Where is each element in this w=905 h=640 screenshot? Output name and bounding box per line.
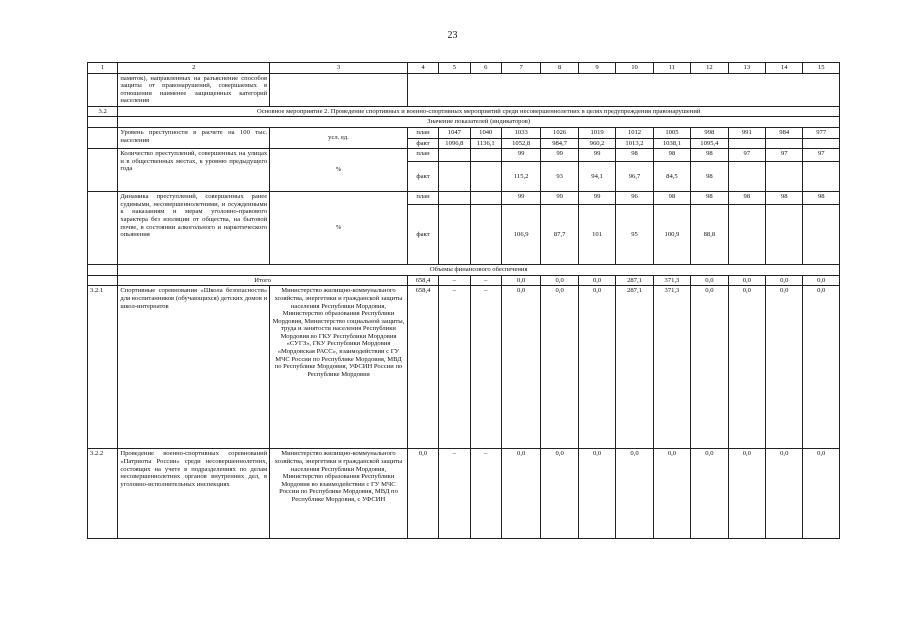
finance-value: –: [470, 449, 501, 539]
plan-label: план: [407, 192, 438, 205]
fact-value: 115,2: [501, 162, 540, 192]
plan-value: 99: [501, 192, 540, 205]
plan-value: [470, 192, 501, 205]
fact-value: 1038,1: [653, 138, 690, 149]
fact-label: факт: [407, 162, 438, 192]
column-number: 14: [766, 63, 803, 74]
total-row: [88, 275, 840, 286]
column-number: 5: [439, 63, 470, 74]
finance-value: –: [470, 286, 501, 449]
empty-cell: [88, 128, 118, 149]
finance-value: 0,0: [766, 275, 803, 286]
plan-value: 98: [616, 149, 653, 162]
indicator-unit: %: [270, 192, 408, 265]
fact-value: [728, 138, 765, 149]
column-number: 7: [501, 63, 540, 74]
measure-name: Спортивные соревнования «Школа безопасности» для воспитанников (обучающихся) детских домов и школ-интернатов: [118, 286, 270, 449]
measure-executor: Министерство жилищно-коммунального хозяйства, энергетики и гражданской защиты населения Республики Мордовия, Министерство образования Республики Мордовия, Министерство социальной защиты, труда и занятости населения Республики Мордовия во ГКУ Республики Мордовия «СУГЗ», ГКУ Республики Мордовия «Мордовская РАСС», взаимодействии с ГУ МЧС России по Республике Мордовия, МВД по Республике Мордовия, УФСИН России по Республике Мордовия: [270, 286, 408, 449]
finance-value: 287,1: [616, 275, 653, 286]
plan-value: 1047: [439, 128, 470, 139]
finance-value: 0,0: [501, 286, 540, 449]
indicators-header: Значение показателей (индикаторов): [118, 117, 840, 128]
fact-value: 96,7: [616, 162, 653, 192]
finance-value: –: [439, 275, 470, 286]
column-number-row: [88, 63, 840, 74]
indicators-body: [88, 128, 840, 265]
plan-value: 1005: [653, 128, 690, 139]
finance-value: 0,0: [728, 286, 765, 449]
plan-value: 98: [766, 192, 803, 205]
plan-value: 1012: [616, 128, 653, 139]
empty-cell: [88, 192, 118, 265]
plan-value: 98: [803, 192, 840, 205]
fact-value: 95: [616, 205, 653, 265]
main-measure-title: Основное мероприятие 2. Проведение спортивных и военно-спортивных мероприятий среди несовершеннолетних в целях предупреждения правонарушений: [118, 106, 840, 117]
fact-value: 98: [691, 162, 728, 192]
column-number: 1: [88, 63, 118, 74]
measure-executor: Министерство жилищно-коммунального хозяйства, энергетики и гражданской защиты населения Республики Мордовия, Министерство образования Республики Мордовия во взаимодействии с ГУ МЧС России по Республике Мордовия, МВД по Республике Мордовия, с УФСИН: [270, 449, 408, 539]
row-number: 3.2.2: [88, 449, 118, 539]
fact-value: 1136,1: [470, 138, 501, 149]
plan-value: 98: [691, 192, 728, 205]
finance-value: 0,0: [803, 275, 840, 286]
program-table: [87, 62, 840, 539]
finance-value: 0,0: [803, 286, 840, 449]
fact-value: [803, 205, 840, 265]
fact-value: [470, 162, 501, 192]
column-number: 9: [578, 63, 615, 74]
finance-value: 0,0: [803, 449, 840, 539]
finance-value: 0,0: [766, 449, 803, 539]
finance-value: –: [439, 449, 470, 539]
plan-value: [439, 149, 470, 162]
fact-value: [439, 205, 470, 265]
empty-cell: [88, 149, 118, 192]
fact-value: [439, 162, 470, 192]
column-number: 13: [728, 63, 765, 74]
column-number: 8: [541, 63, 578, 74]
plan-value: 96: [616, 192, 653, 205]
fact-value: 93: [541, 162, 578, 192]
fact-value: 84,5: [653, 162, 690, 192]
column-number: 11: [653, 63, 690, 74]
plan-label: план: [407, 128, 438, 139]
plan-value: 97: [766, 149, 803, 162]
plan-value: 1033: [501, 128, 540, 139]
fact-value: [470, 205, 501, 265]
indicator-name: Количество преступлений, совершенных на улицах и в общественных местах, к уровню предыдущего года: [118, 149, 270, 192]
fact-value: [803, 162, 840, 192]
plan-value: 99: [578, 149, 615, 162]
fact-value: [728, 205, 765, 265]
finance-header-row: [88, 265, 840, 276]
finance-value: 0,0: [578, 275, 615, 286]
fact-value: 1052,8: [501, 138, 540, 149]
fact-value: 88,8: [691, 205, 728, 265]
fact-value: 984,7: [541, 138, 578, 149]
fact-value: 960,2: [578, 138, 615, 149]
fact-label: факт: [407, 138, 438, 149]
fact-label: факт: [407, 205, 438, 265]
plan-value: 984: [766, 128, 803, 139]
indicator-plan-row: [88, 128, 840, 139]
plan-value: 998: [691, 128, 728, 139]
plan-value: 99: [541, 192, 578, 205]
fact-value: [766, 162, 803, 192]
fact-value: [803, 138, 840, 149]
finance-value: 0,0: [728, 449, 765, 539]
measure-name: Проведение военно-спортивных соревнований «Патриоты России» среди несовершеннолетних, состоящих на учете в подразделениях по делам несовершеннолетних органов внутренних дел, в уголовно-исполнительных инспекциях: [118, 449, 270, 539]
measure-name: памяток), направленных на разъяснение способов защиты от правонарушений, совершаемых в отношении наименее защищенных категорий населения: [118, 73, 270, 106]
fact-value: 94,1: [578, 162, 615, 192]
finance-value: 0,0: [541, 275, 578, 286]
finance-value: 658,4: [407, 286, 438, 449]
row-number: 3.2: [88, 106, 118, 117]
column-number: 4: [407, 63, 438, 74]
indicator-name: Динамика преступлений, совершенных ранее судимыми, несовершеннолетними, и осужденными к наказаниям и мерам уголовно-правового характера без изоляции от общества, на бытовой почве, в состоянии алкогольного и наркотического опьянения: [118, 192, 270, 265]
finance-value: 0,0: [501, 275, 540, 286]
fact-value: 1013,2: [616, 138, 653, 149]
plan-value: 991: [728, 128, 765, 139]
fact-value: 106,9: [501, 205, 540, 265]
plan-value: 97: [803, 149, 840, 162]
finance-value: 371,3: [653, 275, 690, 286]
plan-value: [470, 149, 501, 162]
finance-value: 0,0: [578, 286, 615, 449]
plan-value: 1040: [470, 128, 501, 139]
finance-value: 0,0: [653, 449, 690, 539]
main-measure-row: [88, 106, 840, 117]
plan-label: план: [407, 149, 438, 162]
column-number: 6: [470, 63, 501, 74]
finance-value: 287,1: [616, 286, 653, 449]
column-number: 3: [270, 63, 408, 74]
plan-value: 977: [803, 128, 840, 139]
fact-value: 101: [578, 205, 615, 265]
finance-value: 0,0: [407, 449, 438, 539]
column-number: 15: [803, 63, 840, 74]
indicator-plan-row: [88, 149, 840, 162]
plan-value: 98: [691, 149, 728, 162]
fact-value: [728, 162, 765, 192]
finance-value: 0,0: [541, 286, 578, 449]
finance-value: 0,0: [691, 449, 728, 539]
plan-value: 1026: [541, 128, 578, 139]
finance-value: 0,0: [541, 449, 578, 539]
plan-value: 99: [578, 192, 615, 205]
fact-value: [766, 205, 803, 265]
finance-value: 0,0: [616, 449, 653, 539]
fact-value: 1096,8: [439, 138, 470, 149]
column-number: 12: [691, 63, 728, 74]
plan-value: 99: [541, 149, 578, 162]
plan-value: [439, 192, 470, 205]
finance-value: 0,0: [766, 286, 803, 449]
plan-value: 99: [501, 149, 540, 162]
indicator-plan-row: [88, 192, 840, 205]
indicator-name: Уровень преступности в расчете на 100 тыс. населения: [118, 128, 270, 149]
finance-value: –: [439, 286, 470, 449]
measure-row-3-2-2: [88, 449, 840, 539]
finance-value: –: [470, 275, 501, 286]
finance-header: Объемы финансового обеспечения: [118, 265, 840, 276]
fact-value: [766, 138, 803, 149]
indicator-unit: усл. ед.: [270, 128, 408, 149]
plan-value: 98: [653, 149, 690, 162]
continued-row: [88, 73, 840, 106]
plan-value: 1019: [578, 128, 615, 139]
finance-value: 658,4: [407, 275, 438, 286]
finance-value: 0,0: [578, 449, 615, 539]
plan-value: 98: [653, 192, 690, 205]
finance-value: 0,0: [691, 286, 728, 449]
column-number: 2: [118, 63, 270, 74]
fact-value: 100,9: [653, 205, 690, 265]
measure-row-3-2-1: [88, 286, 840, 449]
plan-value: 98: [728, 192, 765, 205]
indicators-header-row: [88, 117, 840, 128]
fact-value: 1095,4: [691, 138, 728, 149]
indicator-unit: %: [270, 149, 408, 192]
row-number: 3.2.1: [88, 286, 118, 449]
finance-value: 371,3: [653, 286, 690, 449]
plan-value: 97: [728, 149, 765, 162]
total-label: Итого: [118, 275, 407, 286]
fact-value: 87,7: [541, 205, 578, 265]
page-number: 23: [447, 30, 458, 41]
column-number: 10: [616, 63, 653, 74]
finance-value: 0,0: [728, 275, 765, 286]
finance-value: 0,0: [501, 449, 540, 539]
finance-value: 0,0: [691, 275, 728, 286]
